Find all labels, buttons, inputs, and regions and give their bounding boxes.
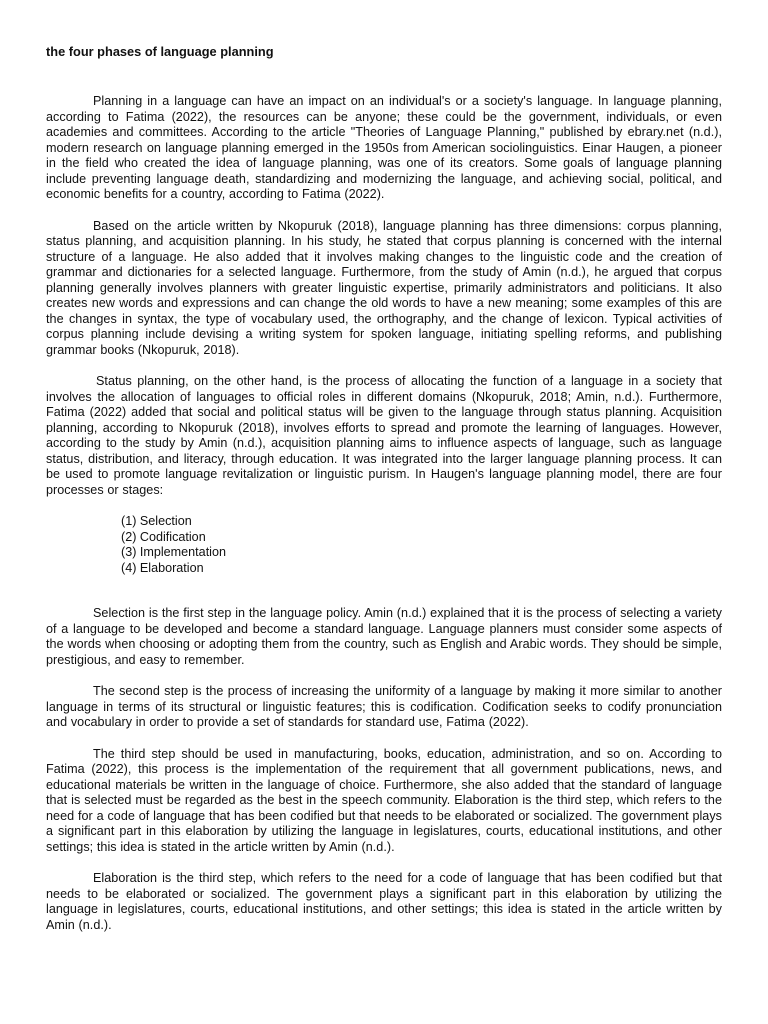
paragraph-status-planning: Status planning, on the other hand, is the process of allocating the function of a language in a society that involves the allocation of languages to official roles in different domains (Nkopuruk, 2018; Amin, n.d.). Furthermore, Fatima (2022) added that social and political status will be given to the language through status planning. Acquisition planning, according to Nkopuruk (2018), involves efforts to spread and promote the learning of languages. However, according to the study by Amin (n.d.), acquisition planning aims to influence aspects of language, such as language status, distribution, and literacy, through education. It was integrated into the larger language planning process. It can be used to promote language revitalization or linguistic purism. In Haugen's language planning model, there are four processes or stages: bbox=[46, 374, 722, 497]
stage-item-elaboration: (4) Elaboration bbox=[121, 560, 204, 575]
stage-item-codification: (2) Codification bbox=[121, 529, 206, 544]
paragraph-introduction: Planning in a language can have an impact on an individual's or a society's language. In language planning, according to Fatima (2022), the resources can be anyone; these could be the government, individuals, or even academies and committees. According to the article "Theories of Language Planning," published by ebrary.net (n.d.), modern research on language planning emerged in the 1950s from American sociolinguistics. Einar Haugen, a pioneer in the field who created the idea of language planning, was one of its creators. Some goals of language planning include preventing language death, standardizing and modernizing the language, and achieving social, political, and economic benefits for a country, according to Fatima (2022). bbox=[46, 94, 722, 201]
paragraph-dimensions: Based on the article written by Nkopuruk (2018), language planning has three dimensions: corpus planning, status planning, and acquisition planning. In his study, he stated that corpus planning is concerned with the internal structure of a language. He also added that it involves making changes to the linguistic code and the creation of grammar and dictionaries for a selected language. Furthermore, from the study of Amin (n.d.), he argued that corpus planning generally involves planners with greater linguistic expertise, primarily administrators and politicians. It also creates new words and expressions and can change the old words to have a new meaning; some examples of this are the changes in syntax, the type of vocabulary used, the orthography, and the change of lexicon. Typical activities of corpus planning include devising a writing system for spoken language, initiating spelling reforms, and publishing grammar books (Nkopuruk, 2018). bbox=[46, 218, 722, 357]
stage-item-selection: (1) Selection bbox=[121, 514, 192, 528]
stage-item-implementation: (3) Implementation bbox=[121, 545, 226, 559]
document-title: the four phases of language planning bbox=[46, 44, 274, 59]
stages-list bbox=[46, 514, 722, 576]
paragraph-codification: The second step is the process of increasing the uniformity of a language by making it more similar to another language in terms of its structural or linguistic features; this is codification. Codification seeks to codify pronunciation and vocabulary in order to provide a set of standards for standard use, Fatima (2022). bbox=[46, 684, 722, 729]
paragraph-implementation: The third step should be used in manufacturing, books, education, administration, and so on. According to Fatima (2022), this process is the implementation of the requirement that all government publications, news, and educational materials be written in the language of choice. Furthermore, she also added that the standard of language that is selected must be regarded as the best in the speech community. Elaboration is the third step, which refers to the need for a code of language that has been codified but that needs to be elaborated or socialized. The government plays a significant part in this elaboration by utilizing the language in legislatures, courts, educational institutions, and other settings; this idea is stated in the article written by Amin (n.d.). bbox=[46, 746, 722, 854]
paragraph-elaboration: Elaboration is the third step, which refers to the need for a code of language that has been codified but that needs to be elaborated or socialized. The government plays a significant part in this elaboration by utilizing the language in legislatures, courts, educational institutions, and other settings; this idea is stated in the article written by Amin (n.d.). bbox=[46, 871, 722, 932]
paragraph-selection: Selection is the first step in the language policy. Amin (n.d.) explained that it is the process of selecting a variety of a language to be developed and become a standard language. Language planners must consider some aspects of the words when choosing or adopting them from the country, such as English and Arabic words. They should be simple, prestigious, and easy to remember. bbox=[46, 606, 722, 667]
